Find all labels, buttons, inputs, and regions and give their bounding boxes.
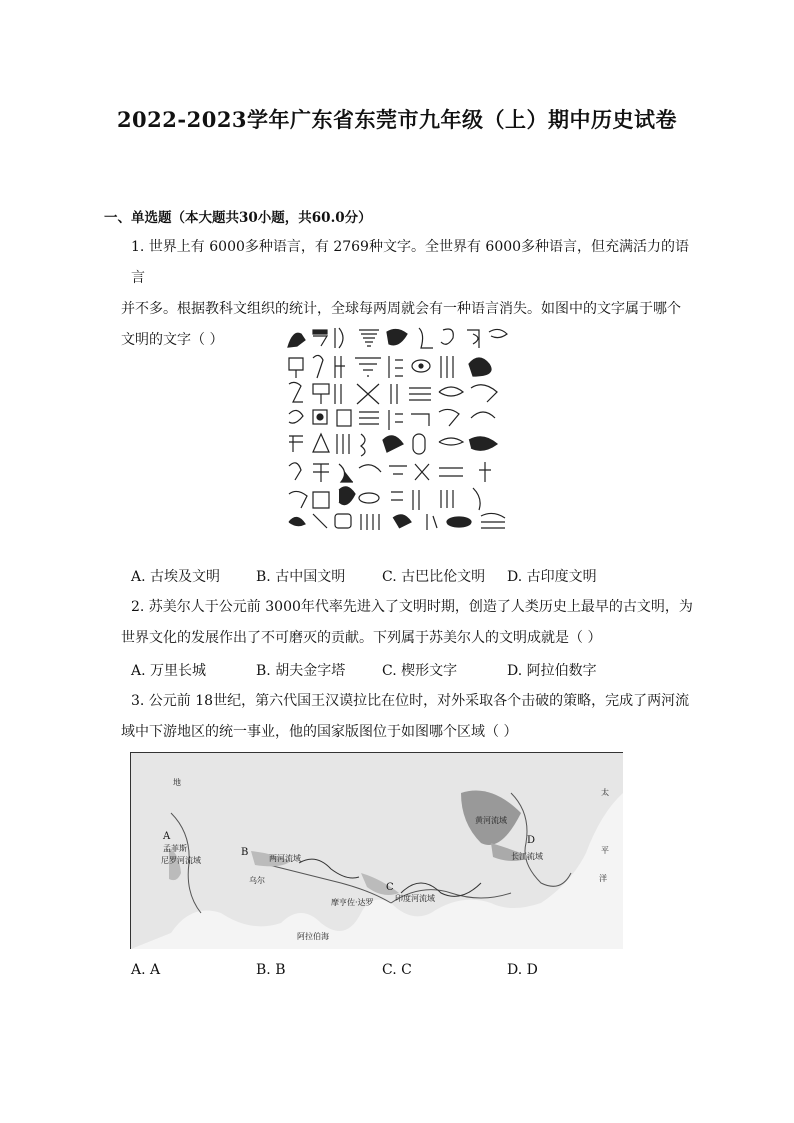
question-3-line-1: 3. 公元前 18世纪，第六代国王汉谟拉比在位时，对外采取各个击破的策略，完成了两河流: [131, 693, 690, 709]
q2-option-d[interactable]: D. 阿拉伯数字: [507, 663, 597, 679]
question-2-line-2: 世界文化的发展作出了不可磨灭的贡献。下列属于苏美尔人的文明成就是（ ）: [121, 630, 602, 646]
question-2: [121, 592, 701, 654]
question-2-line-1: 2. 苏美尔人于公元前 3000年代率先进入了文明时期，创造了人类历史上最早的古文明，为: [131, 599, 693, 615]
q1-option-d[interactable]: D. 古印度文明: [507, 569, 597, 585]
question-1-line-3: 文明的文字（ ）: [121, 332, 224, 348]
map-label-ur: 乌尔: [249, 876, 265, 885]
q3-option-d[interactable]: D. D: [507, 962, 538, 978]
q1-option-b[interactable]: B. 古中国文明: [256, 569, 346, 585]
map-label-memphis: 孟菲斯: [163, 844, 187, 853]
map-letter-b: B: [241, 847, 249, 858]
map-label-mesopotamia: 两河流域: [269, 854, 301, 863]
q3-option-c[interactable]: C. C: [382, 962, 412, 978]
map-letter-c: C: [386, 882, 394, 893]
map-letter-d: D: [527, 835, 536, 846]
map-label-indus: 印度河流域: [395, 894, 435, 903]
q2-option-a[interactable]: A. 万里长城: [131, 663, 207, 679]
question-1-line-1: 1. 世界上有 6000多种语言，有 2769种文字。全世界有 6000多种语言，但充满活力的语言: [131, 239, 690, 286]
hieroglyph-image: [283, 322, 515, 532]
map-label-di: 地: [173, 778, 181, 787]
section-heading: 一、单选题（本大题共30小题，共60.0分）: [104, 210, 372, 226]
map-label-mohenjo-daro: 摩亨佐·达罗: [331, 898, 374, 907]
q1-option-c[interactable]: C. 古巴比伦文明: [382, 569, 486, 585]
map-label-yangtze: 长江流域: [511, 852, 543, 861]
q2-option-c[interactable]: C. 楔形文字: [382, 663, 458, 679]
map-label-arabian-sea: 阿拉伯海: [297, 932, 329, 941]
map-label-yellow-river: 黄河流域: [475, 816, 507, 825]
map-label-nile: 尼罗河流域: [161, 856, 201, 865]
q1-option-a[interactable]: A. 古埃及文明: [131, 569, 221, 585]
q3-option-b[interactable]: B. B: [256, 962, 286, 978]
q2-option-b[interactable]: B. 胡夫金字塔: [256, 663, 346, 679]
map-letter-a: A: [163, 831, 171, 842]
map-label-ping: 平: [601, 846, 609, 855]
ancient-civilizations-map: [130, 752, 623, 949]
map-label-yang: 洋: [599, 874, 607, 883]
map-label-tai: 太: [601, 788, 609, 797]
q3-option-a[interactable]: A. A: [131, 962, 161, 978]
question-1-line-2: 并不多。根据教科文组织的统计，全球每两周就会有一种语言消失。如图中的文字属于哪个: [121, 301, 681, 317]
page-title: 2022-2023学年广东省东莞市九年级（上）期中历史试卷: [116, 107, 678, 132]
question-3: [121, 686, 701, 748]
question-3-line-2: 域中下游地区的统一事业，他的国家版图位于如图哪个区域（ ）: [121, 724, 518, 740]
